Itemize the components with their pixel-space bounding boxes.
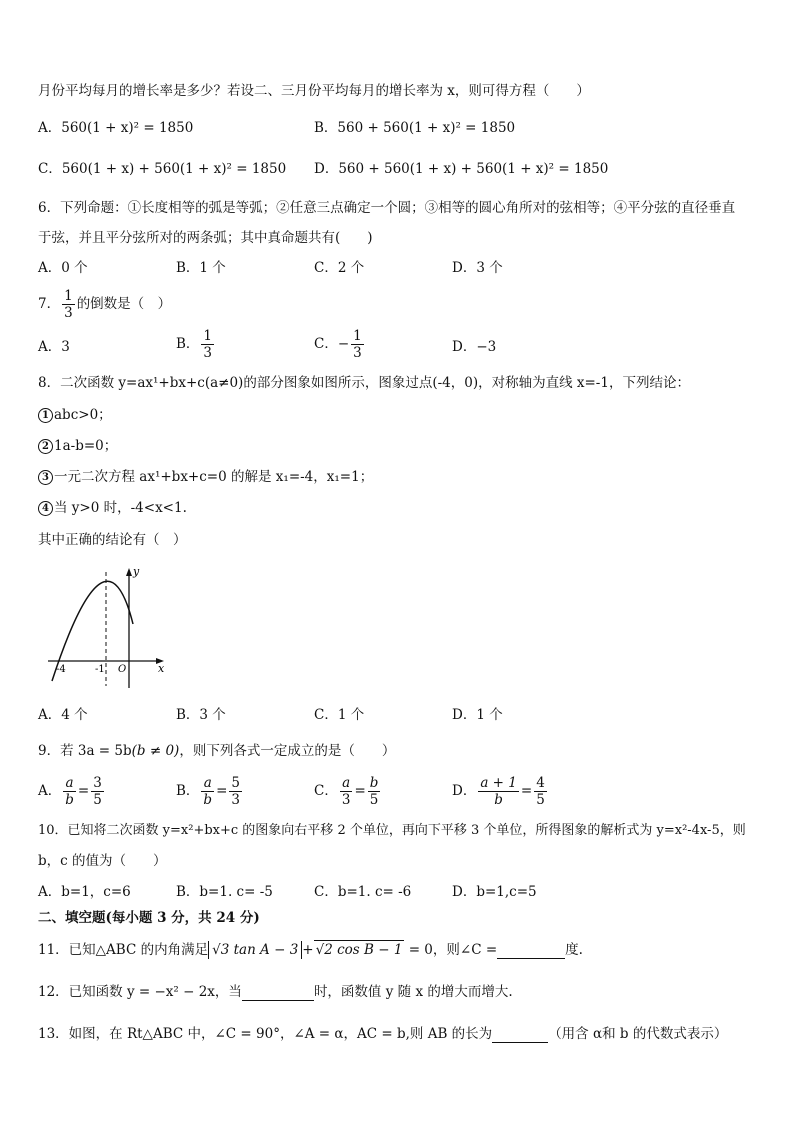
q9-option-d: D． $\frac{a + 1}{b}$ = $\frac{4}{5}$ bbox=[452, 775, 545, 808]
q7-option-d: D．−3 bbox=[452, 339, 497, 355]
circled-number: 3 bbox=[38, 470, 53, 485]
option-label: B． bbox=[314, 120, 338, 136]
q9-stem: 9．若 3a = 5b(b ≠ 0)，则下列各式一定成立的是（ ） bbox=[38, 743, 396, 759]
q8-statement-3: 3 一元二次方程 ax¹+bx+c=0 的解是 x₁=-4，x₁=1； bbox=[38, 468, 373, 486]
q6-option-c: C．2 个 bbox=[314, 260, 365, 276]
q7-tail: 的倒数是（ ） bbox=[76, 296, 172, 312]
fraction: $\frac{1}{3}$ bbox=[64, 288, 73, 321]
question-number: 7． bbox=[38, 296, 61, 312]
fraction: $\frac{1}{3}$ bbox=[203, 328, 213, 361]
q8-option-b: B．3 个 bbox=[176, 707, 226, 723]
q8-statement-4: 4 当 y>0 时，-4<x<1. bbox=[38, 499, 187, 517]
q6-option-a: A．0 个 bbox=[38, 260, 88, 276]
answer-blank[interactable] bbox=[497, 940, 565, 959]
q7-option-b: B． $\frac{1}{3}$ bbox=[176, 328, 213, 361]
option-label: D． bbox=[314, 161, 339, 177]
parabola-graph bbox=[40, 562, 175, 692]
option-text: 560(1 + x) + 560(1 + x)² = 1850 bbox=[61, 161, 287, 177]
circled-number: 4 bbox=[38, 501, 53, 516]
q11-stem: 11．已知△ABC 的内角满足 √3 tan A − 3 + √2 cos B − 1 = 0，则∠C = 度. bbox=[38, 942, 583, 958]
option-label: A． bbox=[38, 120, 62, 136]
tick-label-neg1: -1 bbox=[95, 664, 105, 675]
origin-label: O bbox=[118, 664, 127, 675]
q10-option-d: D．b=1,c=5 bbox=[452, 884, 537, 900]
q9-option-a: A． $\frac{a}{b}$ = $\frac{3}{5}$ bbox=[38, 775, 102, 808]
square-root: √2 cos B − 1 bbox=[315, 942, 403, 958]
q10-option-c: C．b=1. c= -6 bbox=[314, 884, 412, 900]
answer-blank[interactable] bbox=[492, 1024, 548, 1043]
q6-stem-line2: 于弦，并且平分弦所对的两条弧；其中真命题共有( ) bbox=[38, 230, 373, 246]
fraction: $\frac{1}{3}$ bbox=[353, 328, 362, 361]
q12-stem: 12．已知函数 y = −x² − 2x，当 时，函数值 y 随 x 的增大而增大. bbox=[38, 984, 513, 1000]
q8-stem: 8．二次函数 y=ax¹+bx+c(a≠0)的部分图象如图所示，图象过点(-4，0)，对称轴为直线 x=-1，下列结论： bbox=[38, 375, 690, 391]
section-heading: 二、填空题(每小题 3 分，共 24 分) bbox=[38, 910, 260, 926]
q8-statement-1: 1 abc>0； bbox=[38, 406, 112, 424]
x-axis-label: x bbox=[158, 662, 165, 675]
q8-option-c: C．1 个 bbox=[314, 707, 365, 723]
q5-option-c bbox=[38, 160, 286, 178]
tick-label-neg4: -4 bbox=[56, 664, 66, 675]
q6-option-d: D．3 个 bbox=[452, 260, 503, 276]
q8-statement-2: 2 1a-b=0； bbox=[38, 437, 117, 455]
q7-stem bbox=[38, 288, 171, 321]
q13-stem: 13．如图，在 Rt△ABC 中，∠C = 90°，∠A = α，AC = b,则 AB 的长为 （用含 α和 b 的代数式表示） bbox=[38, 1026, 728, 1042]
absolute-value: √3 tan A − 3 bbox=[208, 941, 302, 959]
option-label: C． bbox=[38, 161, 62, 177]
q7-option-a: A．3 bbox=[38, 339, 70, 355]
circled-number: 1 bbox=[38, 408, 53, 423]
circled-number: 2 bbox=[38, 439, 53, 454]
q5-stem: 月份平均每月的增长率是多少？若设二、三月份平均每月的增长率为 x，则可得方程（ ） bbox=[38, 83, 590, 99]
y-axis-arrow bbox=[126, 568, 132, 576]
q5-option-b bbox=[314, 119, 515, 137]
q5-option-a bbox=[38, 119, 193, 137]
q10-option-b: B．b=1. c= -5 bbox=[176, 884, 273, 900]
option-text: 560(1 + x)² = 1850 bbox=[61, 120, 194, 136]
q6-option-b: B．1 个 bbox=[176, 260, 226, 276]
q9-option-b: B． $\frac{a}{b}$ = $\frac{5}{3}$ bbox=[176, 775, 240, 808]
q8-option-a: A．4 个 bbox=[38, 707, 88, 723]
option-text: 560 + 560(1 + x) + 560(1 + x)² = 1850 bbox=[338, 161, 609, 177]
q10-stem-line1: 10．已知将二次函数 y=x²+bx+c 的图象向右平移 2 个单位，再向下平移 3 个单位，所得图象的解析式为 y=x²-4x-5，则 bbox=[38, 823, 746, 838]
q9-option-c: C． $\frac{a}{3}$ = $\frac{b}{5}$ bbox=[314, 775, 379, 808]
q5-option-d bbox=[314, 160, 608, 178]
q8-ask: 其中正确的结论有（ ） bbox=[38, 532, 187, 548]
q7-option-c: C．− $\frac{1}{3}$ bbox=[314, 328, 362, 361]
y-axis-label: y bbox=[133, 565, 140, 578]
q8-option-d: D．1 个 bbox=[452, 707, 503, 723]
q10-option-a: A．b=1，c=6 bbox=[38, 884, 131, 900]
q6-stem-line1: 6．下列命题：①长度相等的弧是等弧；②任意三点确定一个圆；③相等的圆心角所对的弦相等；④平分弦的直径垂直 bbox=[38, 200, 736, 216]
option-text: 560 + 560(1 + x)² = 1850 bbox=[337, 120, 516, 136]
answer-blank[interactable] bbox=[242, 982, 314, 1001]
q10-stem-line2: b，c 的值为（ ） bbox=[38, 853, 167, 869]
